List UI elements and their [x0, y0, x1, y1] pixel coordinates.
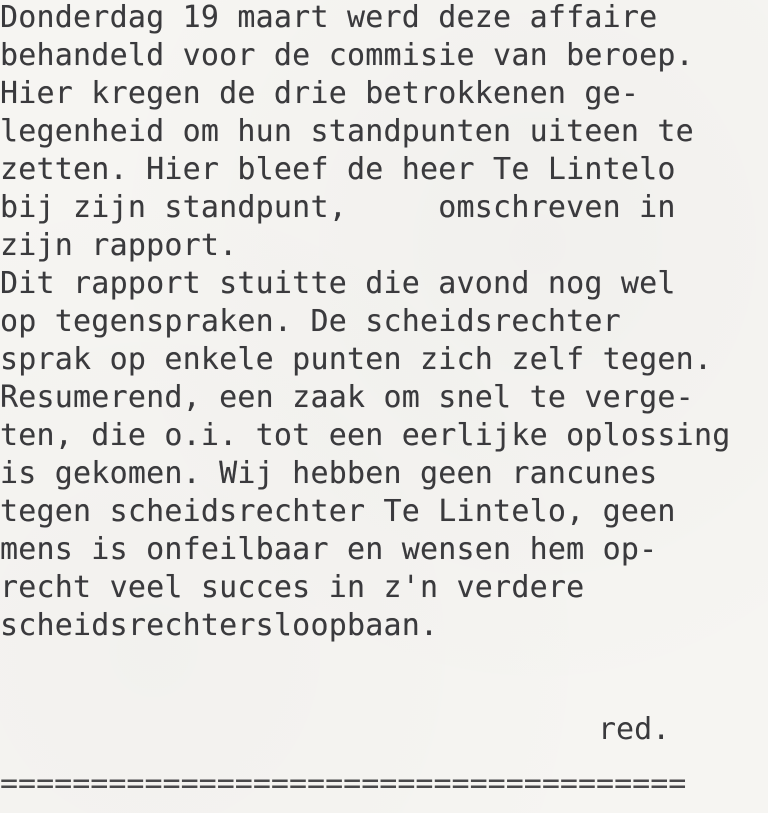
- text-line: op tegenspraken. De scheidsrechter: [0, 304, 621, 339]
- text-line: Resumerend, een zaak om snel te verge-: [0, 380, 694, 415]
- text-line: behandeld voor de commisie van beroep.: [0, 38, 694, 73]
- text-line: recht veel succes in z'n verdere: [0, 570, 585, 605]
- text-line: scheidsrechtersloopbaan.: [0, 608, 439, 643]
- text-line: tegen scheidsrechter Te Lintelo, geen: [0, 494, 676, 529]
- text-line: zijn rapport.: [0, 228, 238, 263]
- text-line: zetten. Hier bleef de heer Te Lintelo: [0, 152, 676, 187]
- text-line: bij zijn standpunt, omschreven in: [0, 190, 676, 225]
- text-line: Hier kregen de drie betrokkenen ge-: [0, 76, 640, 111]
- author-signature: red.: [598, 712, 671, 747]
- text-line: sprak op enkele punten zich zelf tegen.: [0, 342, 713, 377]
- text-line: ten, die o.i. tot een eerlijke oplossing: [0, 418, 731, 453]
- text-line: Donderdag 19 maart werd deze affaire: [0, 0, 658, 35]
- text-line: mens is onfeilbaar en wensen hem op-: [0, 532, 658, 567]
- text-line: Dit rapport stuitte die avond nog wel: [0, 266, 676, 301]
- separator-rule: ======================================: [0, 766, 687, 801]
- text-line: legenheid om hun standpunten uiteen te: [0, 114, 694, 149]
- text-line: is gekomen. Wij hebben geen rancunes: [0, 456, 658, 491]
